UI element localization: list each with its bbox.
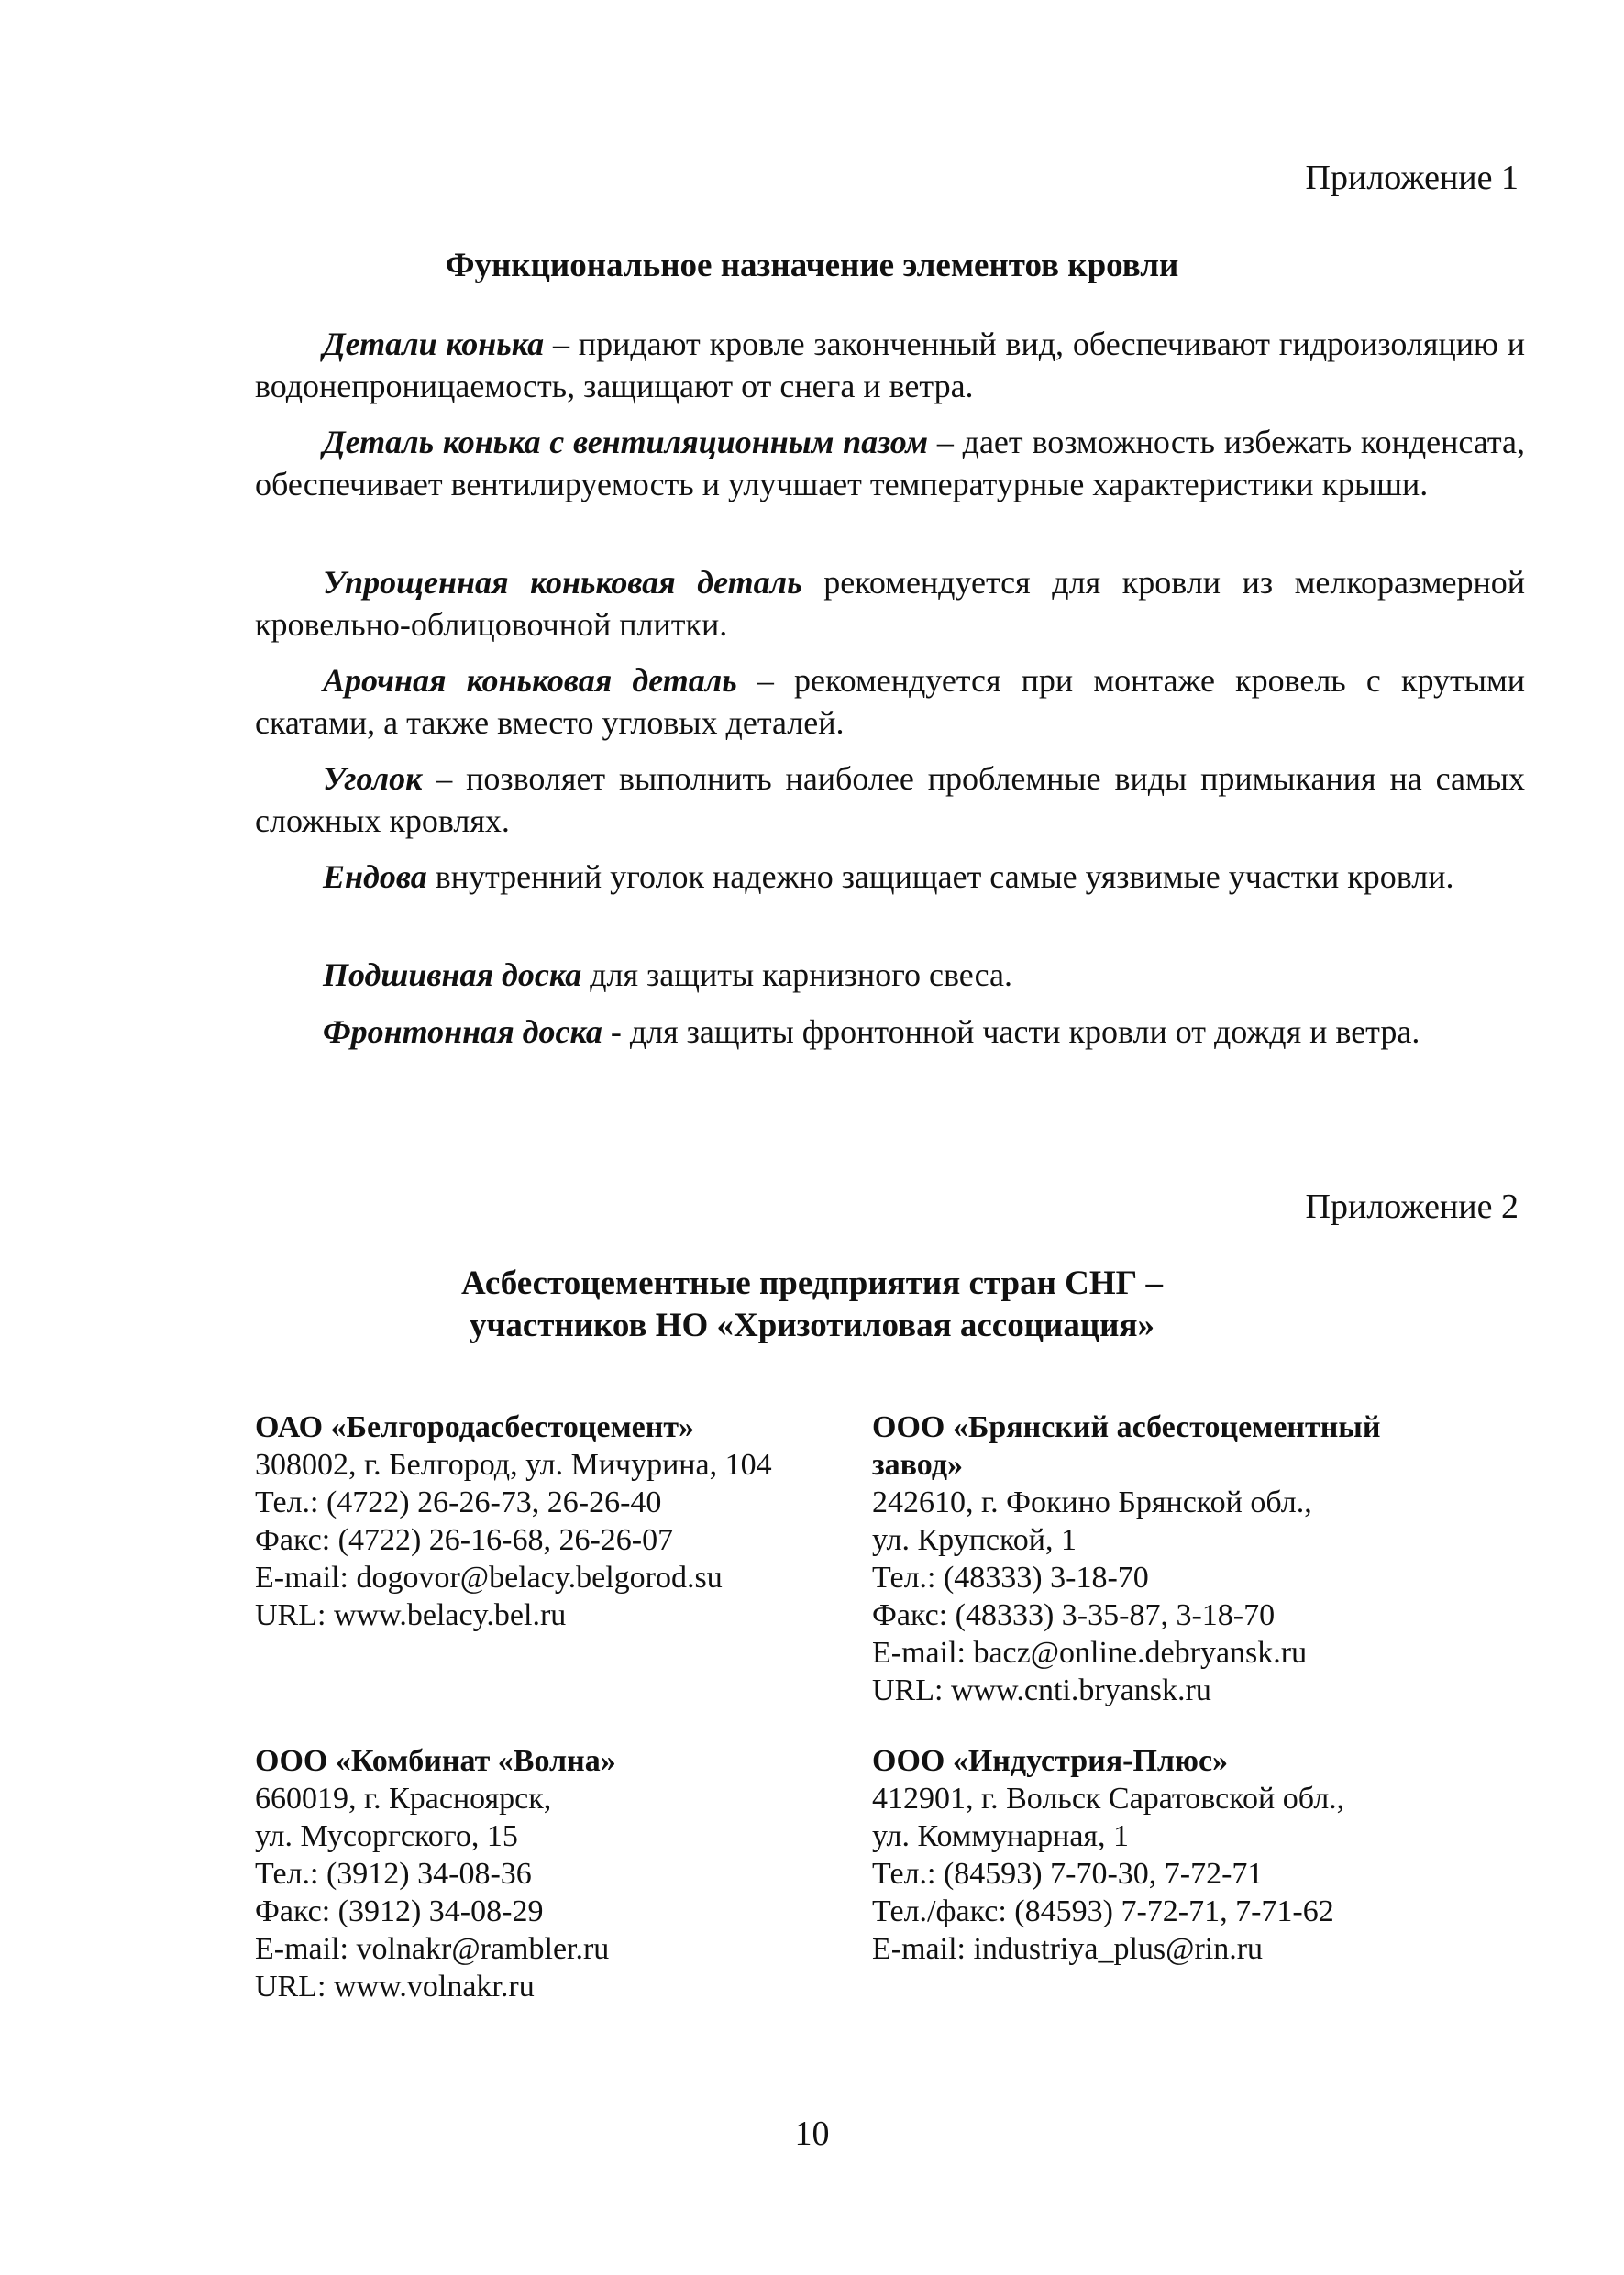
definition-text: рекомендуется для кровли из мелкоразмерной кровельно-облицовочной плитки.	[255, 564, 1526, 643]
definition-term: Арочная коньковая деталь	[323, 662, 737, 699]
company-name: ООО «Индустрия-Плюс»	[872, 1744, 1229, 1778]
definition-term: Подшивная доска	[323, 956, 582, 993]
company-line: Тел.: (3912) 34-08-36	[255, 1857, 532, 1891]
definition-text: для защиты карнизного свеса.	[590, 956, 1012, 993]
company-line: Факс: (48333) 3-35-87, 3-18-70	[872, 1598, 1276, 1632]
company-card-belgorod	[255, 1408, 772, 1634]
definition-item: Фронтонная доска - для защиты фронтонной части кровли от дождя и ветра.	[323, 1013, 1420, 1050]
definition-item: Деталь конька с вентиляционным пазом – дает возможность избежать конденсата, обеспечивает вентилируемость и улучшает температурные характеристики крыши.	[255, 424, 1526, 502]
company-line: 412901, г. Вольск Саратовской обл.,	[872, 1782, 1345, 1816]
company-line: Тел.: (4722) 26-26-73, 26-26-40	[255, 1485, 662, 1519]
definition-term: Уголок	[323, 760, 423, 797]
definition-text: придают кровле законченный вид, обеспечивают гидроизоляцию и водонепроницаемость, защищают от снега и ветра.	[255, 326, 1525, 404]
company-line: E-mail: volnakr@rambler.ru	[255, 1932, 610, 1966]
definition-item: Уголок – позволяет выполнить наиболее проблемные виды примыкания на самых сложных кровлях.	[255, 760, 1525, 839]
company-line: ул. Коммунарная, 1	[872, 1819, 1130, 1853]
company-line: 660019, г. Красноярск,	[255, 1782, 552, 1816]
company-line: 308002, г. Белгород, ул. Мичурина, 104	[255, 1448, 772, 1482]
company-card-volna	[255, 1742, 616, 2005]
definition-item	[255, 954, 1525, 996]
company-line: E-mail: industriya_plus@rin.ru	[872, 1932, 1264, 1966]
company-line: URL: www.volnakr.ru	[255, 1970, 535, 2004]
definition-text: позволяет выполнить наиболее проблемные виды примыкания на самых сложных кровлях.	[255, 760, 1525, 839]
definition-term: Детали конька	[323, 326, 545, 362]
definition-item	[255, 856, 1525, 898]
definition-text: дает возможность избежать конденсата, обеспечивает вентилируемость и улучшает температурные характеристики крыши.	[255, 424, 1526, 502]
definition-item: Арочная коньковая деталь – рекомендуется при монтаже кровель с крутыми скатами, а также вместо угловых деталей.	[255, 662, 1525, 741]
definition-term: Упрощенная коньковая деталь	[323, 564, 802, 601]
company-line: Факс: (4722) 26-16-68, 26-26-07	[255, 1523, 674, 1557]
company-line: ул. Мусоргского, 15	[255, 1819, 518, 1853]
company-line: Тел.: (84593) 7-70-30, 7-72-71	[872, 1857, 1264, 1891]
company-card-industriya	[872, 1742, 1344, 1968]
definition-term: Деталь конька с вентиляционным пазом	[323, 424, 929, 460]
definition-text: для защиты фронтонной части кровли от дождя и ветра.	[629, 1013, 1420, 1050]
definition-term: Ендова	[323, 858, 427, 895]
definition-term: Фронтонная доска	[323, 1013, 602, 1050]
company-line: ул. Крупской, 1	[872, 1523, 1077, 1557]
company-line: Тел.: (48333) 3-18-70	[872, 1561, 1149, 1595]
appendix-2-label: Приложение 2	[1305, 1187, 1519, 1226]
company-card-bryansk	[872, 1408, 1380, 1709]
page-number: 10	[794, 2115, 830, 2153]
company-line: URL: www.belacy.bel.ru	[255, 1598, 567, 1632]
appendix-1-title: Функциональное назначение элементов кровли	[445, 247, 1179, 284]
definition-text: рекомендуется при монтаже кровель с крутыми скатами, а также вместо угловых деталей.	[255, 662, 1525, 741]
company-line: Факс: (3912) 34-08-29	[255, 1894, 544, 1928]
definition-item: Детали конька – придают кровле законченный вид, обеспечивают гидроизоляцию и водонепроницаемость, защищают от снега и ветра.	[255, 326, 1525, 404]
company-name-cont: завод»	[872, 1448, 964, 1482]
company-line: Тел./факс: (84593) 7-72-71, 7-71-62	[872, 1894, 1334, 1928]
appendix-1-label: Приложение 1	[1305, 159, 1519, 197]
definition-text: внутренний уголок надежно защищает самые уязвимые участки кровли.	[435, 858, 1454, 895]
company-line: E-mail: bacz@online.debryansk.ru	[872, 1636, 1308, 1670]
definition-item	[255, 561, 1525, 646]
company-name: ООО «Комбинат «Волна»	[255, 1744, 616, 1778]
company-line: URL: www.cnti.bryansk.ru	[872, 1673, 1211, 1707]
company-line: 242610, г. Фокино Брянской обл.,	[872, 1485, 1312, 1519]
company-line: E-mail: dogovor@belacy.belgorod.su	[255, 1561, 723, 1595]
appendix-2-title-line1: Асбестоцементные предприятия стран СНГ –	[461, 1265, 1163, 1302]
appendix-2-title-line2: участников НО «Хризотиловая ассоциация»	[469, 1307, 1155, 1344]
company-name: ОАО «Белгородасбестоцемент»	[255, 1410, 695, 1444]
company-name: ООО «Брянский асбестоцементный	[872, 1410, 1381, 1444]
